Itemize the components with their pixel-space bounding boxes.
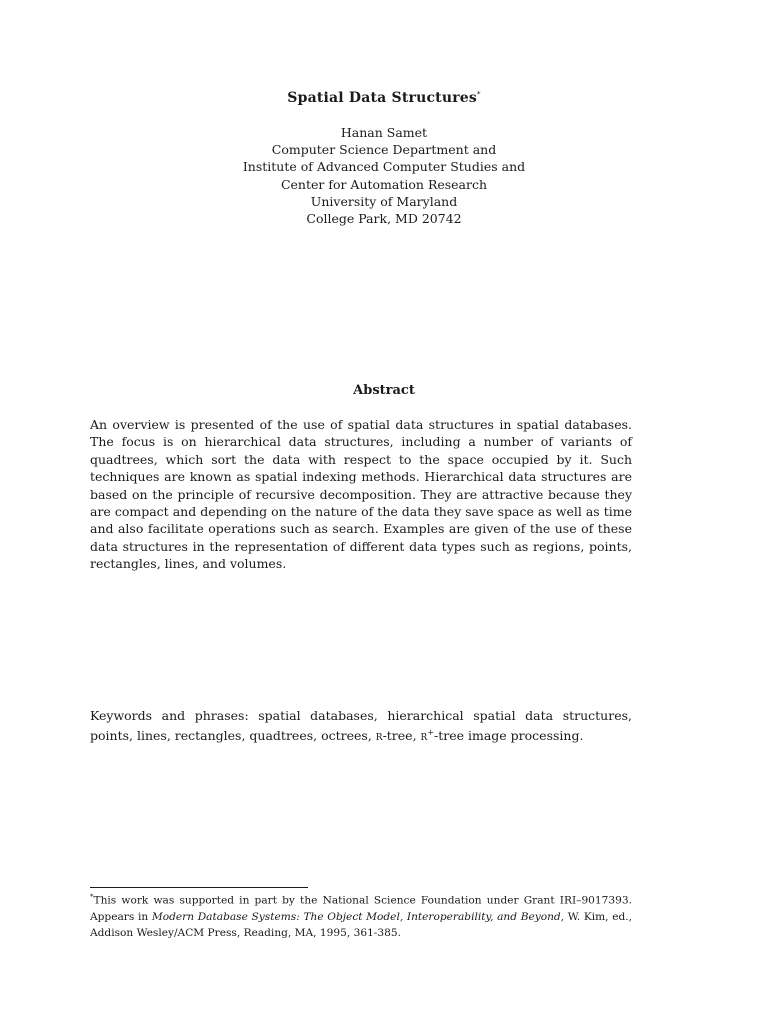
author-name: Hanan Samet (340, 125, 428, 140)
keywords-suffix: -tree image processing. (434, 728, 584, 744)
footnote (90, 889, 632, 941)
abstract-body: An overview is presented of the use of spatial data structures in spatial databases. The focus is on hierarchical data structures, including a number of variants of quadtrees, which sort the data with respect to the space occupied by it. Such techniques are known as spatial indexing methods. Hierarchical data structures are based on the principle of recursive decomposition. They are attractive because they are compact and depending on the nature of the data they save space as well as time and also facilitate operations such as search. Examples are given of the use of these data structures in the representation of different data types such as regions, points, rectangles, lines, and volumes. (90, 417, 632, 572)
title-text: Spatial Data Structures (287, 90, 477, 106)
paper-title (0, 90, 768, 106)
abstract-heading: Abstract (353, 383, 415, 398)
affiliation-line: Center for Automation Research (280, 176, 488, 192)
footnote-text: This work was supported in part by the National Science Foundation under Grant IRI–9017393. Appears in (90, 894, 632, 923)
rtree-suffix: -tree, (382, 728, 421, 744)
affiliation-line: University of Maryland (310, 193, 458, 209)
keywords-text: Keywords and phrases: spatial databases, hierarchical spatial data structures, points, lines, rectangles, quadtrees, octrees, (90, 708, 632, 744)
rplus-sup: + (427, 728, 435, 738)
rplus-r: r (420, 728, 428, 744)
address-line: College Park, MD 20742 (306, 211, 462, 227)
footnote-mark: * (90, 893, 94, 901)
footnote-text-end: W. Kim, ed., Addison Wesley/ACM Press, Reading, MA, 1995, 361-385. (90, 910, 633, 939)
author-block (0, 124, 768, 227)
title-footnote-mark: * (477, 90, 481, 99)
keywords-paragraph (90, 707, 632, 745)
affiliation-line: Computer Science Department and (271, 142, 497, 158)
footnote-venue: Modern Database Systems: The Object Model, Interoperability, and Beyond, (151, 910, 565, 923)
footnote-rule (90, 887, 308, 888)
affiliation-line: Institute of Advanced Computer Studies and (242, 159, 526, 175)
rtree-r: r (375, 728, 383, 744)
